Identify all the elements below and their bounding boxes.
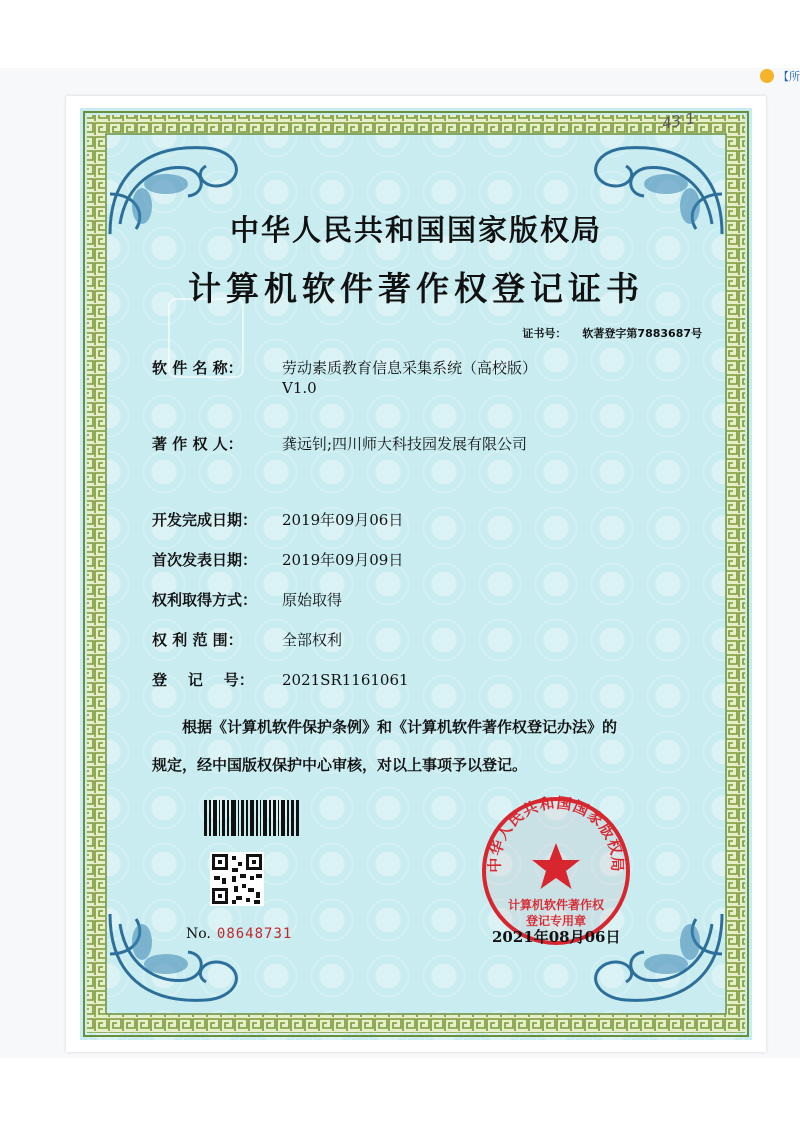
top-right-link-text: 【所 [778,70,800,83]
serial-number-label: No. [186,926,211,942]
field-software-name [152,358,537,398]
seal-ring-text: 中华人民共和国国家版权局 [485,793,627,873]
legal-statement-line-1: 根据《计算机软件保护条例》和《计算机软件著作权登记办法》的 [182,718,618,736]
top-right-link[interactable] [760,68,800,84]
field-label: 著 作 权 人： [152,435,243,453]
field-rights-scope [152,630,342,650]
field-publish-date [152,550,403,570]
certificate [80,108,752,1040]
field-value: 龚远钊;四川师大科技园发展有限公司 [282,435,528,453]
field-label: 软 件 名 称： [152,359,243,377]
field-acquisition-method [152,590,342,610]
field-value: 2019年09月09日 [282,551,404,569]
field-value-version: V1.0 [282,379,317,397]
handwritten-note: 43 1 [660,109,697,133]
field-value-wrap [282,358,537,398]
certificate-title: 计算机软件著作权登记证书 [188,269,644,308]
field-label: 首次发表日期： [152,551,258,569]
field-value: 2019年09月06日 [282,511,404,529]
certificate-number-value: 软著登字第7883687号 [582,327,702,340]
field-completion-date [152,510,403,530]
field-label: 权利取得方式： [152,591,258,609]
field-value: 劳动素质教育信息采集系统（高校版） [282,359,538,377]
field-copyright-owner [152,434,527,454]
certificate-number-label: 证书号： [522,327,567,340]
issue-date: 2021年08月06日 [492,928,621,946]
document-page [66,96,766,1052]
serial-number-value: 08648731 [216,926,293,942]
smiley-icon [760,69,774,83]
legal-statement-line-2: 规定，经中国版权保护中心审核，对以上事项予以登记。 [152,756,528,774]
barcode [204,800,300,836]
seal-line-1: 计算机软件著作权 [507,898,605,912]
field-label: 权 利 范 围： [152,631,243,649]
seal-line-2: 登记专用章 [525,914,587,928]
field-value: 原始取得 [282,591,343,609]
field-registration-number [152,670,409,690]
scroll-ornament-bottom-left [106,894,256,1014]
certificate-number [522,325,702,341]
field-value: 2021SR1161061 [282,671,409,689]
issuing-authority: 中华人民共和国国家版权局 [229,213,602,247]
field-label: 开发完成日期： [152,511,258,529]
serial-number [186,926,292,942]
field-label: 登 记 号： [152,671,254,689]
qr-code [210,852,264,906]
field-value: 全部权利 [282,631,343,649]
